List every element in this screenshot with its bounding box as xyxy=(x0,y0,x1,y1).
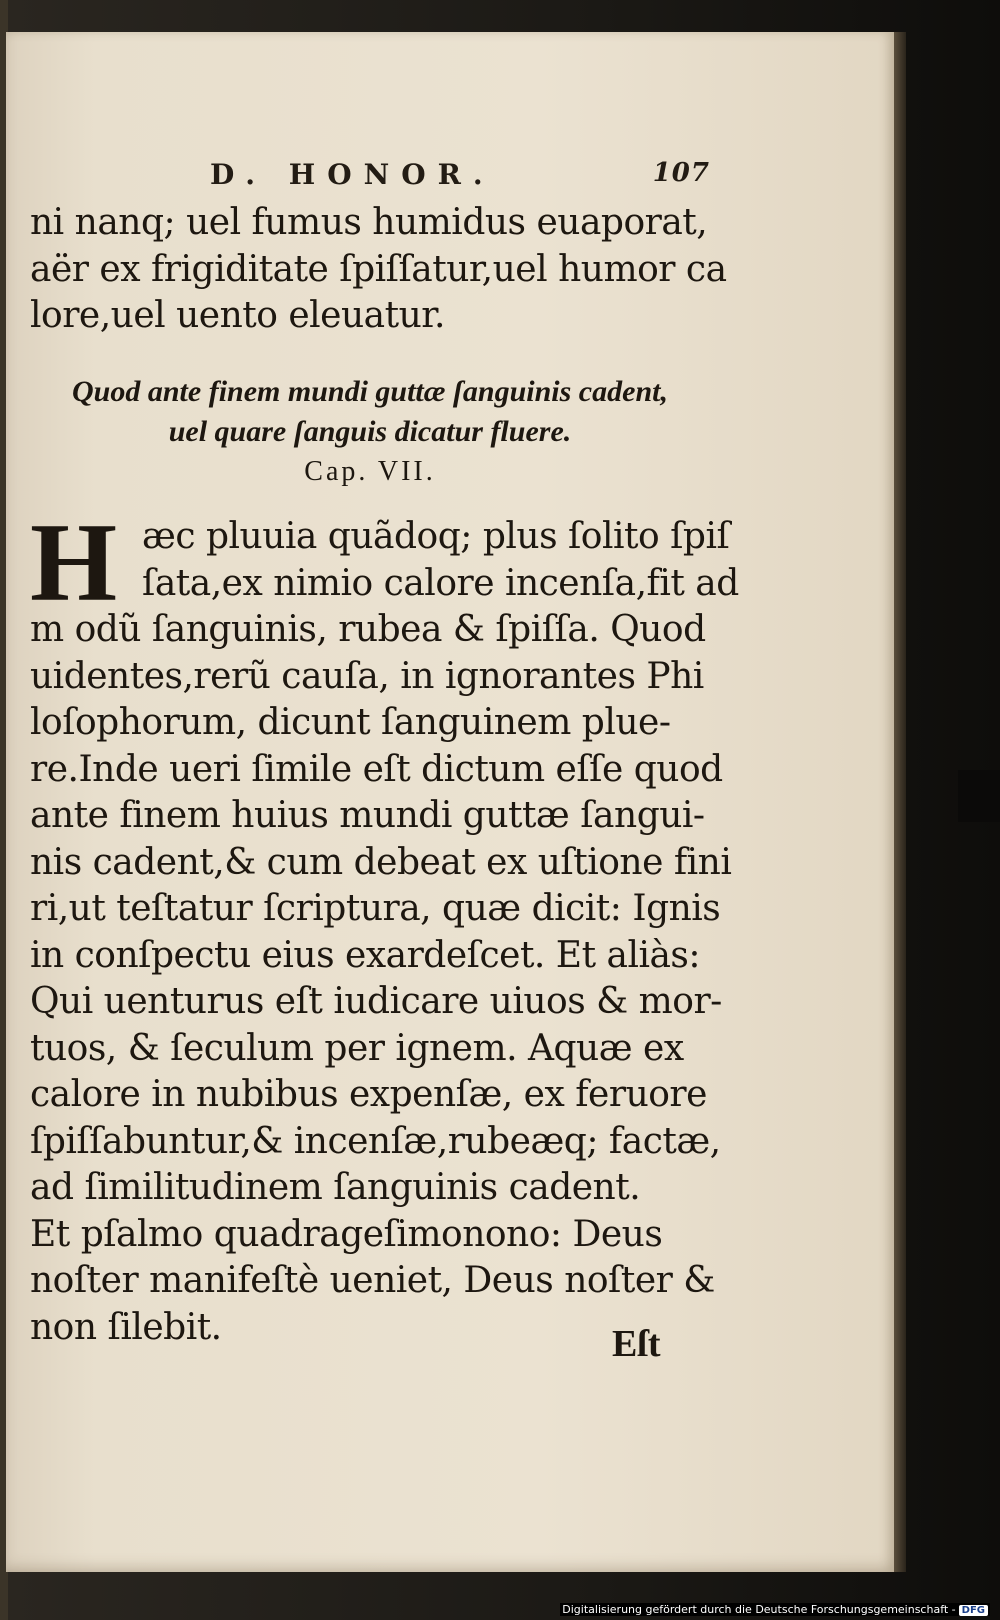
text-line: æc pluuia quãdoq; plus ſolito ſpiſ xyxy=(142,516,730,557)
dfg-logo: DFG xyxy=(959,1605,988,1616)
text-line: aër ex frigiditate ſpiſſatur,uel humor ca xyxy=(30,248,727,290)
text-line: ante finem huius mundi guttæ ſangui- xyxy=(30,795,705,836)
digitization-credit xyxy=(560,1603,990,1616)
text-line: ad ſimilitudinem ſanguinis cadent. xyxy=(30,1167,641,1208)
text-line: re.Inde ueri ſimile eſt dictum eſſe quod xyxy=(30,748,723,790)
text-line: nis cadent,& cum debeat ex uſtione fini xyxy=(30,841,732,883)
running-head-title: D. HONOR. xyxy=(210,158,495,191)
chapter-label: Cap. VII. xyxy=(304,456,436,487)
text-line: ni nanq; uel fumus humidus euaporat, xyxy=(30,202,708,243)
credit-text: Digitalisierung gefördert durch die Deutsche Forschungsgemeinschaft - xyxy=(562,1603,956,1616)
text-line: tuos, & ſeculum per ignem. Aquæ ex xyxy=(30,1027,684,1069)
chapter-heading-line: uel quare ſanguis dicatur fluere. xyxy=(168,415,572,448)
text-line: lore,uel uento eleuatur. xyxy=(30,295,445,336)
text-line: loſophorum, dicunt ſanguinem plue- xyxy=(30,702,671,743)
text-line: non ſilebit. xyxy=(30,1306,222,1348)
text-line: calore in nubibus expenſæ, ex feruore xyxy=(30,1074,707,1115)
text-line: Qui uenturus eſt iudicare uiuos & mor- xyxy=(30,981,722,1022)
drop-cap: H xyxy=(30,501,118,625)
chapter-heading-line: Quod ante finem mundi guttæ ſanguinis cadent, xyxy=(72,375,668,408)
chapter-heading xyxy=(60,372,680,492)
running-head xyxy=(210,158,710,198)
text-line: Et pſalmo quadrageſimonono: Deus xyxy=(30,1213,663,1255)
paragraph-1 xyxy=(30,200,727,340)
text-line: m odũ ſanguinis, rubea & ſpiſſa. Quod xyxy=(30,609,706,650)
page-number: 107 xyxy=(652,158,710,188)
text-line: in conſpectu eius exardeſcet. Et aliàs: xyxy=(30,934,701,976)
text-line: ri,ut teſtatur ſcriptura, quæ dicit: Ignis xyxy=(30,888,721,929)
text-line: ſpiſſabuntur,& incenſæ,rubeæq; factæ, xyxy=(30,1120,721,1162)
text-line: noſter manifeſtè ueniet, Deus noſter & xyxy=(30,1260,715,1301)
page-edge xyxy=(894,32,906,1572)
paragraph-2 xyxy=(30,501,739,1351)
catchword: Eſt xyxy=(612,1323,661,1365)
scanner-clip xyxy=(958,770,1000,822)
text-line: uidentes,rerũ cauſa, in ignorantes Phi xyxy=(30,655,704,697)
text-line: ſata,ex nimio calore incenſa,fit ad xyxy=(142,562,739,604)
